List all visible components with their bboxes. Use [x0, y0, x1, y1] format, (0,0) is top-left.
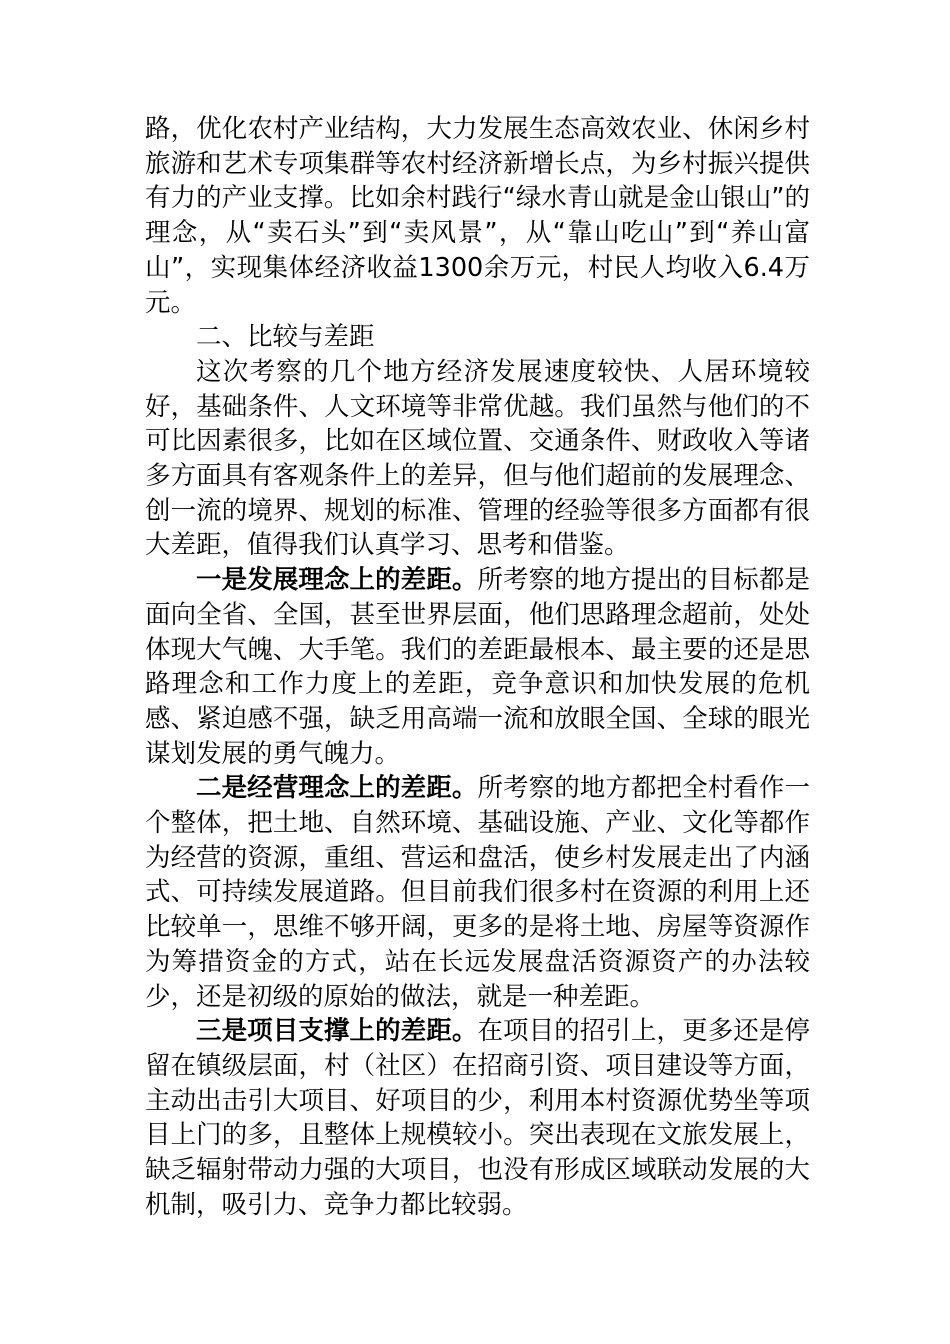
paragraph-text: 所考察的地方都把全村看作一个整体，把土地、自然环境、基础设施、产业、文化等都作为经营的资源，重组、营运和盘活，使乡村发展走出了内涵式、可持续发展道路。但目前我们很多村在资源的利用上还比较单一，思维不够开阔，更多的是将土地、房屋等资源作为筹措资金的方式，站在长远发展盘活资源资产的办法较少，还是初级的原始的做法，就是一种差距。 [145, 773, 810, 1012]
paragraph-management-concept [145, 771, 810, 1014]
paragraph-text: 所考察的地方提出的目标都是面向全省、全国，甚至世界层面，他们思路理念超前，处处体现大气魄、大手笔。我们的差距最根本、最主要的还是思路理念和工作力度上的差距，竞争意识和加快发展的危机感、紧迫感不强，缺乏用高端一流和放眼全国、全球的眼光谋划发展的勇气魄力。 [145, 565, 810, 769]
paragraph-lead: 一是发展理念上的差距。 [196, 565, 478, 596]
paragraph-lead: 三是项目支撑上的差距。 [196, 1016, 478, 1047]
paragraph-continuation [145, 112, 810, 320]
document-page [145, 112, 810, 1223]
paragraph-project-support [145, 1014, 810, 1222]
paragraph-text: 这次考察的几个地方经济发展速度较快、人居环境较好，基础条件、人文环境等非常优越。我们虽然与他们的不可比因素很多，比如在区域位置、交通条件、财政收入等诸多方面具有客观条件上的差异，但与他们超前的发展理念、创一流的境界、规划的标准、管理的经验等很多方面都有很大差距，值得我们认真学习、思考和借鉴。 [145, 356, 810, 561]
paragraph [145, 355, 810, 563]
paragraph-development-concept [145, 563, 810, 771]
paragraph-lead: 二是经营理念上的差距。 [196, 773, 478, 804]
section-heading-text: 二、比较与差距 [196, 322, 375, 353]
paragraph-text: 路，优化农村产业结构，大力发展生态高效农业、休闲乡村旅游和艺术专项集群等农村经济新增长点，为乡村振兴提供有力的产业支撑。比如余村践行“绿水青山就是金山银山”的理念，从“卖石头”到“卖风景”，从“靠山吃山”到“养山富山”，实现集体经济收益1300余万元，村民人均收入6.4万元。 [145, 114, 810, 318]
paragraph-text: 在项目的招引上，更多还是停留在镇级层面，村（社区）在招商引资、项目建设等方面，主动出击引大项目、好项目的少，利用本村资源优势坐等项目上门的多，且整体上规模较小。突出表现在文旅发展上，缺乏辐射带动力强的大项目，也没有形成区域联动发展的大机制，吸引力、竞争力都比较弱。 [145, 1016, 810, 1220]
section-heading [145, 320, 810, 355]
